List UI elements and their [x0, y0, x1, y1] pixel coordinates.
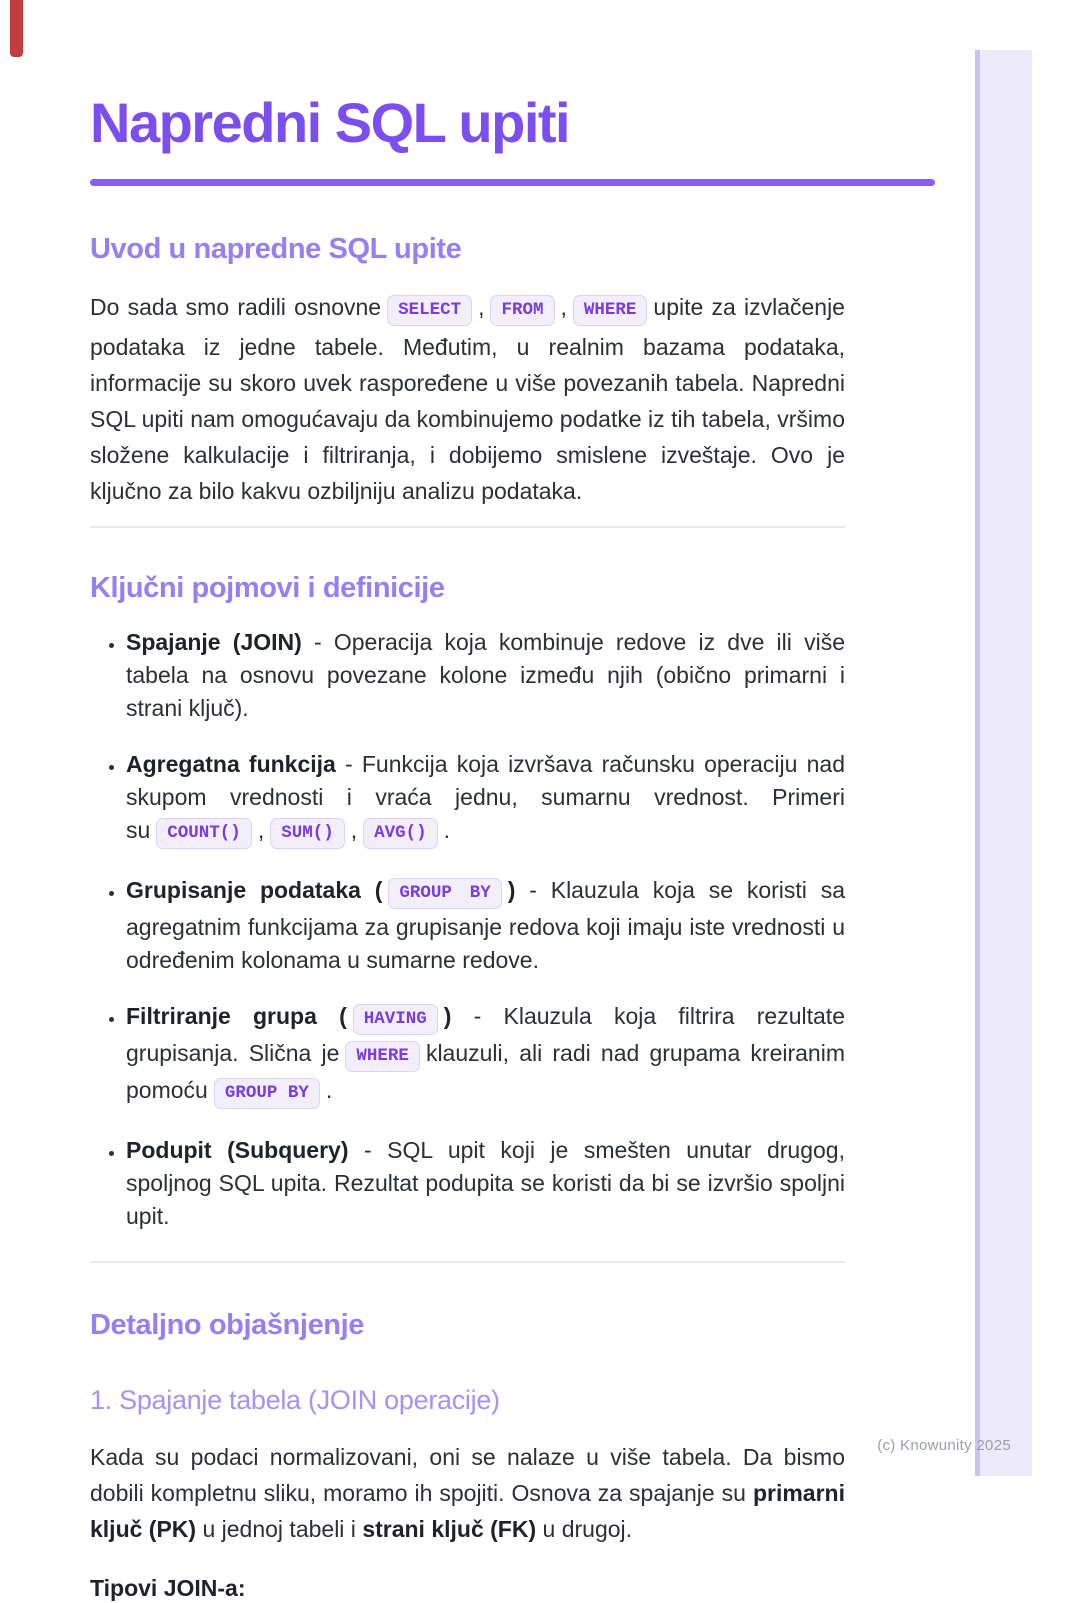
text-run: , [560, 294, 567, 320]
inline-code-chip: HAVING [353, 1004, 438, 1035]
bold-term: Filtriranje grupa ( [126, 1003, 347, 1029]
section-heading-key-terms: Ključni pojmovi i definicije [90, 572, 445, 604]
text-run: - SQL upit koji je smešten unutar drugog, spoljnog SQL upita. Rezultat podupita se koristi da bi se izvršio spoljni upit. [126, 1137, 845, 1229]
term-list-item [126, 1134, 845, 1233]
bold-term: ) [443, 1003, 452, 1029]
text-run: u jednoj tabeli i [196, 1516, 363, 1542]
inline-code-chip: SUM() [270, 818, 345, 849]
text-run: , [350, 817, 358, 843]
term-list-item [126, 874, 845, 977]
text-run: , [257, 817, 265, 843]
term-list [90, 626, 845, 1233]
text-run: . [325, 1077, 333, 1103]
copyright-footer: (c) Knowunity 2025 [877, 1437, 1011, 1454]
text-run: upite za izvlačenje podataka iz jedne tabele. Međutim, u realnim bazama podataka, informacije su skoro uvek raspoređene u više povezanih tabela. Napredni SQL upiti nam omogućavaju da kombinujemo podatke iz tih tabela, vršimo složene kalkulacije i filtriranja, i dobijemo smislene izveštaje. Ovo je ključno za bilo kakvu ozbiljniju analizu podataka. [90, 294, 845, 504]
term-list-item [126, 1000, 845, 1111]
section-divider [90, 526, 845, 528]
inline-code-chip: WHERE [573, 295, 648, 326]
inline-code-chip: GROUP BY [214, 1078, 320, 1109]
bold-term: Agregatna funkcija [126, 751, 336, 777]
inline-code-chip: FROM [490, 295, 554, 326]
term-list-item [126, 626, 845, 725]
section-heading-intro: Uvod u napredne SQL upite [90, 233, 462, 265]
section-divider [90, 1261, 845, 1263]
inline-code-chip: AVG() [363, 818, 438, 849]
text-run: klauzuli, ali radi nad grupama kreiranim pomoću [126, 1040, 845, 1103]
text-run: - Klauzula koja se koristi sa agregatnim funkcijama za grupisanje redova koji imaju iste vrednosti u određenim kolonama u sumarne redove. [126, 877, 845, 973]
document-page [90, 0, 845, 1603]
term-list-item [126, 748, 845, 851]
intro-paragraph [90, 289, 845, 509]
bold-term: strani ključ (FK) [362, 1516, 537, 1542]
text-run: u drugoj. [536, 1516, 633, 1542]
bold-term: ) [507, 877, 516, 903]
text-run: Do sada smo radili osnovne [90, 294, 382, 320]
text-run: - Operacija koja kombinuje redove iz dve ili više tabela na osnovu povezane kolone između njih (obično primarni i strani ključ). [126, 629, 845, 721]
text-run: - Klauzula koja filtrira rezultate grupisanja. Slična je [126, 1003, 845, 1066]
text-run: . [443, 817, 451, 843]
details-paragraph [90, 1439, 845, 1547]
join-types-label: Tipovi JOIN-a: [90, 1575, 246, 1601]
side-accent-bar [975, 50, 1032, 1476]
bold-term: Podupit (Subquery) [126, 1137, 349, 1163]
bold-term: Spajanje (JOIN) [126, 629, 302, 655]
red-corner-mark [10, 0, 23, 57]
title-underline-rule [90, 179, 935, 186]
text-run: - Funkcija koja izvršava računsku operaciju nad skupom vrednosti i vraća jednu, sumarnu vrednost. Primeri su [126, 751, 845, 843]
page-title: Napredni SQL upiti [90, 91, 570, 154]
inline-code-chip: SELECT [387, 295, 472, 326]
text-run: Kada su podaci normalizovani, oni se nalaze u više tabela. Da bismo dobili kompletnu sliku, moramo ih spojiti. Osnova za spajanje su [90, 1444, 845, 1506]
inline-code-chip: COUNT() [156, 818, 252, 849]
section-heading-details: Detaljno objašnjenje [90, 1309, 364, 1341]
inline-code-chip: WHERE [345, 1041, 420, 1072]
sub-heading-join: 1. Spajanje tabela (JOIN operacije) [90, 1385, 500, 1415]
text-run: , [478, 294, 485, 320]
bold-term: Grupisanje podataka ( [126, 877, 383, 903]
inline-code-chip: GROUP BY [388, 878, 501, 909]
bold-term: primarni ključ (PK) [90, 1480, 845, 1542]
